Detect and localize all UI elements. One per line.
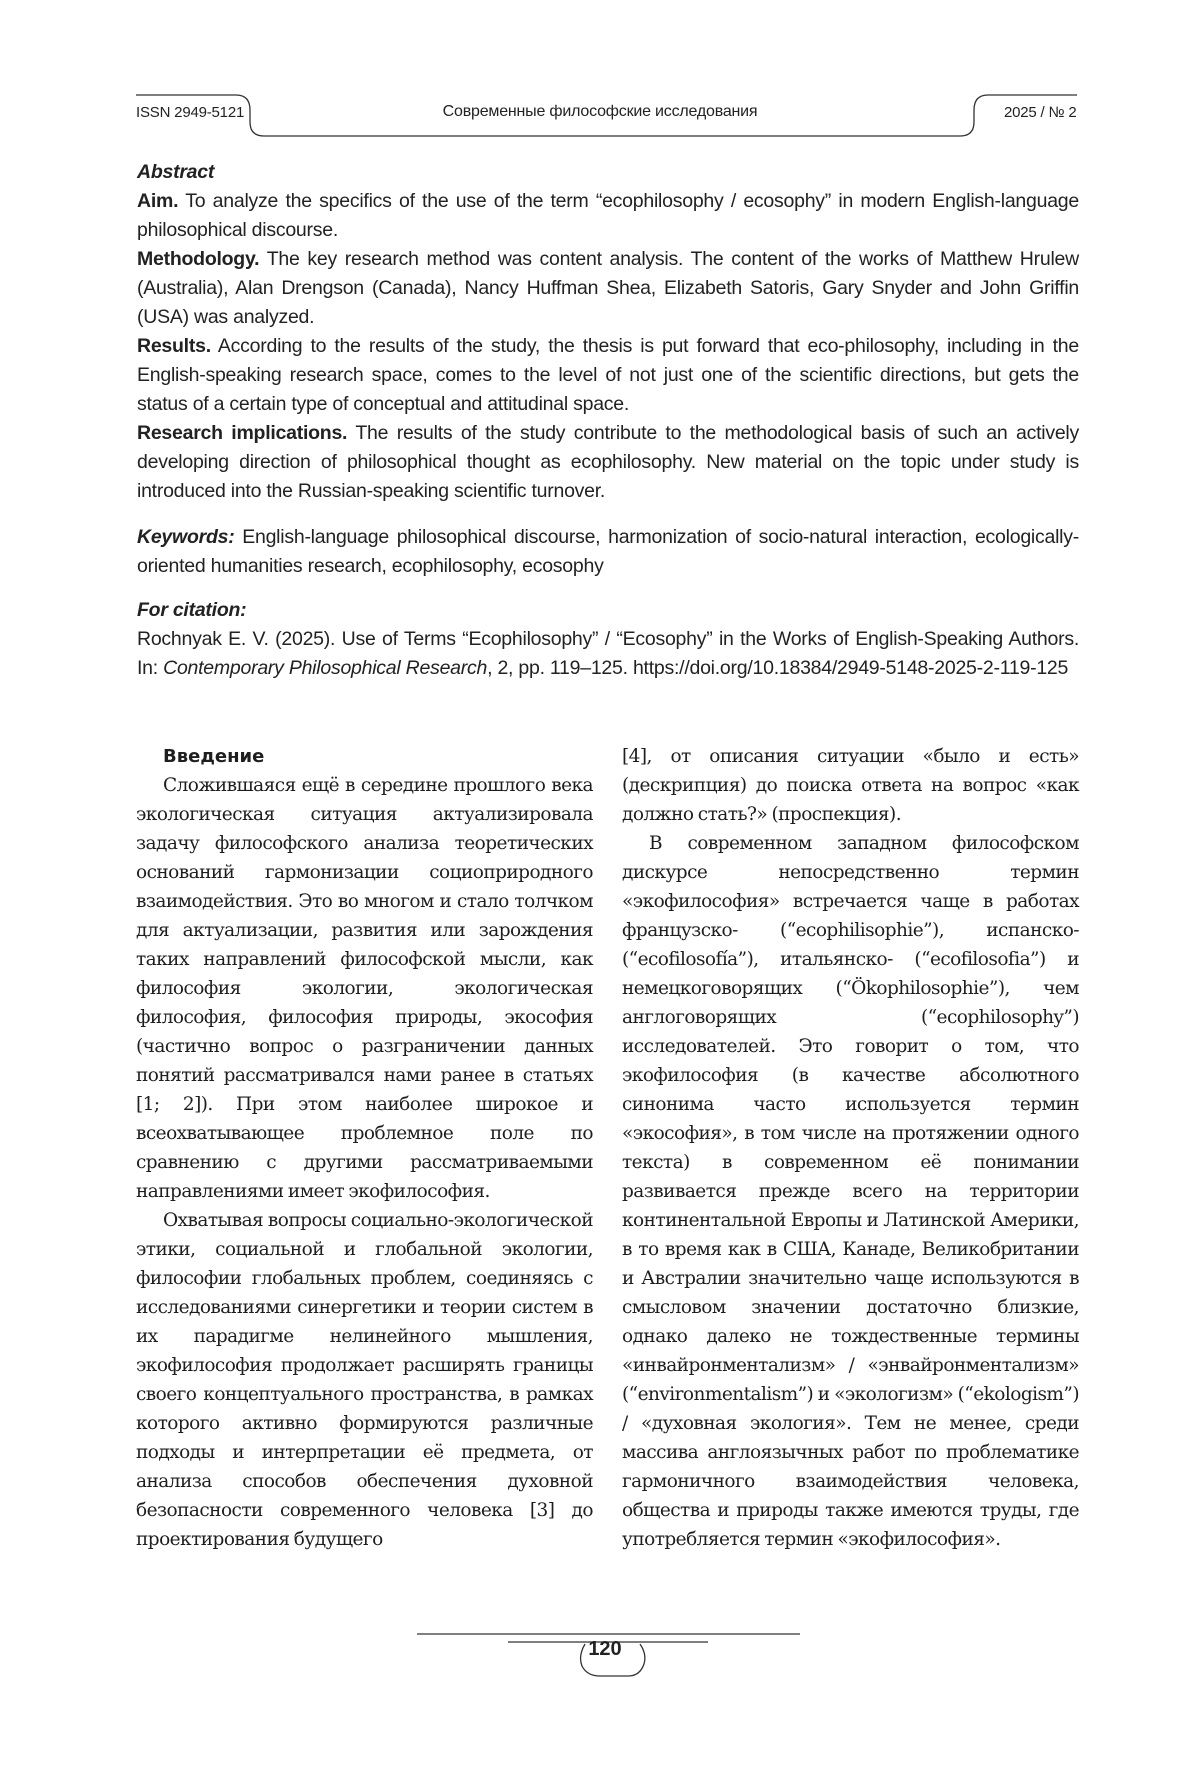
- section-title: Введение: [163, 746, 265, 767]
- abstract-implications: Research implications. The results of the study contribute to the methodological basis of such an actively developing direction of philosophical thought as ecophilosophy. New material on the topic under study is introduced into the Russian-speaking scientific turnover.: [137, 422, 1079, 502]
- abstract-heading: Abstract: [137, 161, 215, 183]
- page-number: 120: [588, 1638, 622, 1660]
- running-header: [0, 0, 1200, 150]
- abstract: [137, 158, 1079, 506]
- citation-text: Rochnyak E. V. (2025). Use of Terms “Ecophilosophy” / “Ecosophy” in the Works of English-Speaking Authors. In: Contemporary Philosophical Research, 2, pp. 119–125. https://doi.org/10.18384/2949-5148-2025-2-119-125: [137, 628, 1079, 679]
- keywords-text: English-language philosophical discourse, harmonization of socio-natural interaction, ecologically-oriented humanities research, ecophilosophy, ecosophy: [137, 526, 1080, 577]
- paragraph: Охватывая вопросы социально-экологической этики, социальной и глобальной экологии, философии глобальных проблем, соединяясь с исследованиями синергетики и теории систем в их парадигме нелинейного мышления, экофилософия продолжает расширять границы своего концептуального пространства, в рамках которого активно формируются различные подходы и интерпретации её предмета, от анализа способов обеспечения духовной безопасности современного человека [3] до проектирования будущего: [136, 1210, 593, 1550]
- keywords-label: Keywords:: [137, 526, 235, 548]
- body-column-right: [622, 742, 1079, 1554]
- paragraph: [4], от описания ситуации «было и есть» (дескрипция) до поиска ответа на вопрос «как должно стать?» (проспекция).: [622, 746, 1079, 825]
- paragraph: В современном западном философском дискурсе непосредственно термин «экофилософия» встречается чаще в работах французско- (“ecophilisophie”), испанско- (“ecofilosofía”), итальянско- (“ecofilosofia”) и немецкоговорящих (“Ökophilosophie”), чем англоговорящих (“ecophilosophy”) исследователей. Это говорит о том, что экофилософия (в качестве абсолютного синонима часто используется термин «экософия», в том числе на протяжении одного текста) в современном её понимании развивается прежде всего на территории континентальной Европы и Латинской Америки, в то время как в США, Канаде, Великобритании и Австралии значительно чаще используются в смысловом значении достаточно близкие, однако далеко не тождественные термины «инвайронментализм» / «энвайронментализм» (“environmentalism”) и «экологизм» (“ekologism”) / «духовная экология». Тем не менее, среди массива англоязычных работ по проблематике гармоничного взаимодействия человека, общества и природы также имеются труды, где употребляется термин «экофилософия».: [622, 833, 1079, 1550]
- abstract-methodology: Methodology. The key research method was content analysis. The content of the works of Matthew Hrulew (Australia), Alan Drengson (Canada), Nancy Huffman Shea, Elizabeth Satoris, Gary Snyder and John Griffin (USA) was analyzed.: [137, 248, 1079, 328]
- keywords: [137, 523, 1079, 581]
- paragraph: Сложившаяся ещё в середине прошлого века экологическая ситуация актуализировала задачу философского анализа теоретических оснований гармонизации социоприродного взаимодействия. Это во многом и стало толчком для актуализации, развития или зарождения таких направлений философской мысли, как философия экологии, экологическая философия, философия природы, экософия (частично вопрос о разграничении данных понятий рассматривался нами ранее в статьях [1; 2]). При этом наиболее широкое и всеохватывающее проблемное поле по сравнению с другими рассматриваемыми направлениями имеет экофилософия.: [136, 775, 593, 1202]
- citation-label: For citation:: [137, 599, 247, 621]
- issn: ISSN 2949-5121: [136, 104, 245, 121]
- abstract-results: Results. According to the results of the study, the thesis is put forward that eco-philosophy, including in the English-speaking research space, comes to the level of not just one of the scientific directions, but gets the status of a certain type of conceptual and attitudinal space.: [137, 335, 1079, 415]
- journal-title: Современные философские исследования: [442, 103, 758, 120]
- abstract-aim: Aim. To analyze the specifics of the use of the term “ecophilosophy / ecosophy” in modern English-language philosophical discourse.: [137, 190, 1079, 241]
- citation: [137, 596, 1079, 683]
- body-column-left: [136, 742, 593, 1554]
- header-frame: [0, 0, 1200, 150]
- issue-number: 2025 / № 2: [1004, 104, 1077, 121]
